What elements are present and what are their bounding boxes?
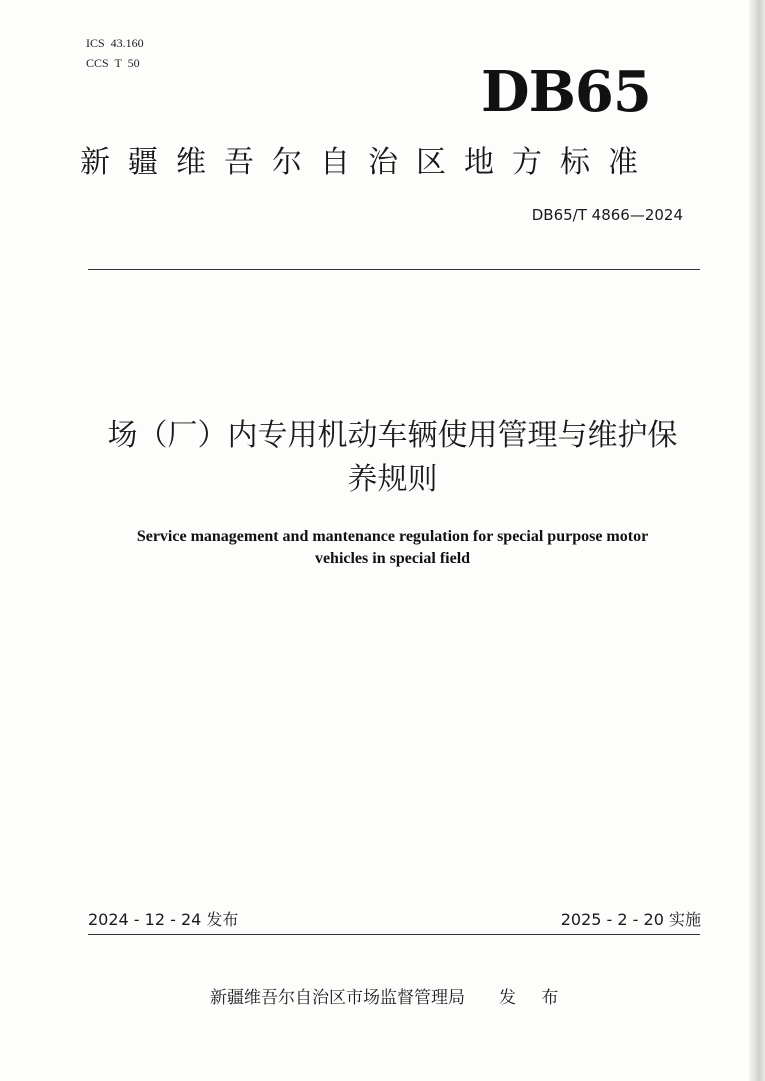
standard-number: DB65/T 4866—2024 bbox=[531, 206, 683, 224]
issue-label: 发 布 bbox=[499, 988, 569, 1008]
english-title-line-1: Service management and mantenance regulation for special purpose motor bbox=[136, 528, 649, 545]
scan-edge-shadow bbox=[749, 0, 765, 1081]
issuing-authority bbox=[210, 986, 568, 1010]
classification-codes bbox=[86, 33, 144, 73]
ccs-code: CCS T 50 bbox=[86, 56, 140, 70]
footer-divider bbox=[88, 934, 700, 935]
english-title bbox=[60, 526, 725, 570]
chinese-title bbox=[60, 414, 725, 502]
english-title-line-2: vehicles in special field bbox=[314, 550, 471, 567]
db65-logo: DB65 bbox=[481, 59, 651, 125]
chinese-title-line-2: 养规则 bbox=[347, 462, 438, 497]
issue-date: 2024 - 12 - 24 发布 bbox=[88, 910, 239, 929]
chinese-title-line-1: 场（厂）内专用机动车辆使用管理与维护保 bbox=[107, 418, 678, 453]
implementation-date: 2025 - 2 - 20 实施 bbox=[560, 910, 701, 929]
ics-code: ICS 43.160 bbox=[86, 36, 144, 50]
issuer-name: 新疆维吾尔自治区市场监督管理局 bbox=[210, 988, 465, 1008]
standard-type-heading: 新疆维吾尔自治区地方标准 bbox=[80, 145, 656, 180]
header-divider bbox=[88, 269, 700, 270]
